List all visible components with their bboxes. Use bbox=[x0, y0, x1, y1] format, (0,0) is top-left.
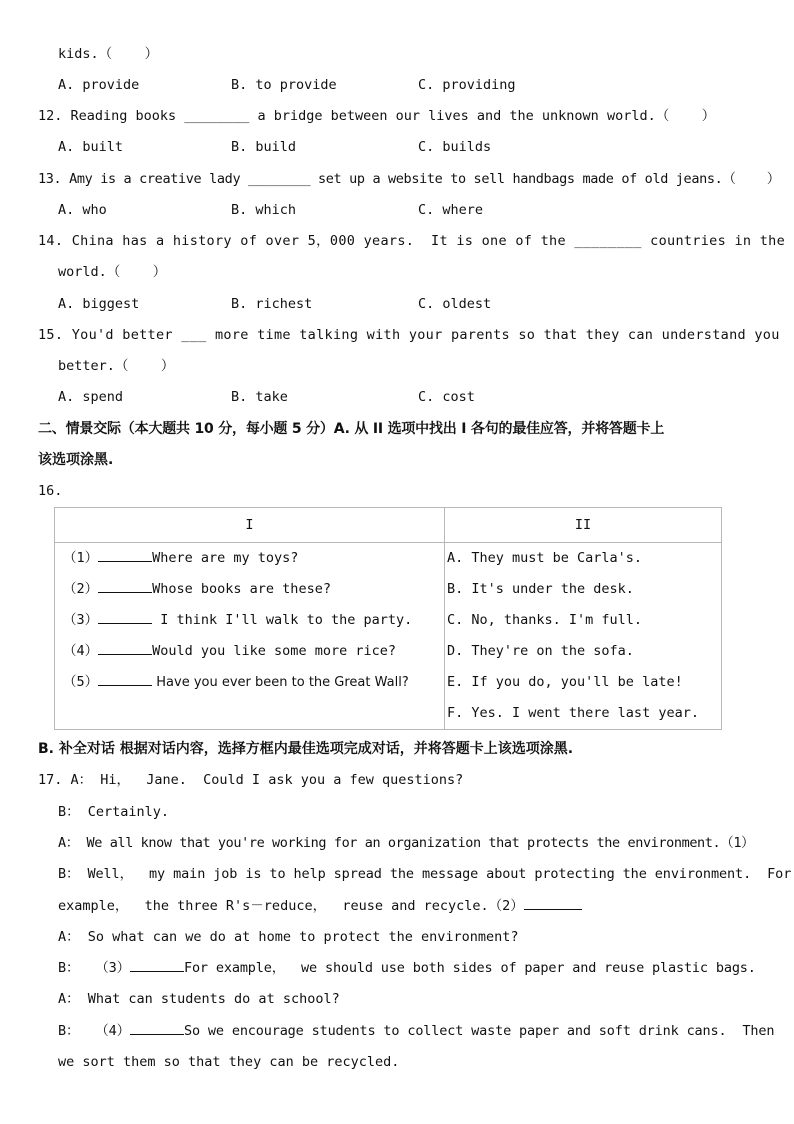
section-b-heading: B. 补全对话 根据对话内容，选择方框内最佳选项完成对话，并将答题卡上该选项涂黑. bbox=[38, 741, 574, 757]
column-i-cell bbox=[55, 543, 445, 730]
q11-stem-tail: kids.（ ） bbox=[58, 46, 159, 62]
column-i-item: （1） Where are my toys? bbox=[63, 550, 299, 566]
q17-line-4: B： Well， my main job is to help spread the message about protecting the environment. For bbox=[58, 866, 792, 882]
answer-blank-1[interactable] bbox=[98, 561, 152, 562]
q12-option-c[interactable]: C. builds bbox=[418, 139, 492, 155]
q17-line-6: A： So what can we do at home to protect the environment? bbox=[58, 929, 519, 945]
dialogue-blank-3[interactable] bbox=[130, 971, 184, 972]
section-2-heading: 二、情景交际（本大题共 10 分，每小题 5 分）A. 从 II 选项中找出 I 各句的最佳应答，并将答题卡上 bbox=[38, 421, 665, 437]
q13-option-b[interactable]: B. which bbox=[231, 202, 297, 218]
section-2-heading-cont: 该选项涂黑. bbox=[38, 452, 114, 468]
answer-blank-5[interactable] bbox=[98, 685, 152, 686]
column-ii-option: A. They must be Carla's. bbox=[447, 550, 643, 566]
column-ii-option: B. It's under the desk. bbox=[447, 581, 634, 597]
column-ii-option: C. No, thanks. I'm full. bbox=[447, 612, 643, 628]
dialogue-blank-4[interactable] bbox=[130, 1034, 184, 1035]
q17-line-1: 17. A： Hi， Jane. Could I ask you a few questions? bbox=[38, 772, 464, 788]
column-i-item: （3） I think I'll walk to the party. bbox=[63, 612, 413, 628]
q16-number: 16. bbox=[38, 483, 63, 499]
q12-option-b[interactable]: B. build bbox=[231, 139, 297, 155]
q17-line-3: A： We all know that you're working for an organization that protects the environment.（1） bbox=[58, 835, 755, 851]
q17-line-7: B： （3） For example， we should use both sides of paper and reuse plastic bags. bbox=[58, 960, 756, 976]
q15-stem-cont: better.（ ） bbox=[58, 358, 175, 374]
column-ii-cell bbox=[445, 543, 722, 730]
answer-blank-2[interactable] bbox=[98, 592, 152, 593]
column-i-item: （5） Have you ever been to the Great Wall? bbox=[63, 674, 409, 690]
answer-blank-3[interactable] bbox=[98, 623, 152, 624]
q17-line-8: A： What can students do at school? bbox=[58, 991, 340, 1007]
q15-option-a[interactable]: A. spend bbox=[58, 389, 124, 405]
q11-option-a[interactable]: A. provide bbox=[58, 77, 140, 93]
q17-line-2: B： Certainly. bbox=[58, 804, 170, 820]
q13-option-c[interactable]: C. where bbox=[418, 202, 484, 218]
q17-line-5: example， the three R's－reduce， reuse and recycle.（2） bbox=[58, 897, 582, 915]
q15-option-c[interactable]: C. cost bbox=[418, 389, 475, 405]
answer-blank-4[interactable] bbox=[98, 654, 152, 655]
q13-option-a[interactable]: A. who bbox=[58, 202, 107, 218]
q12-option-a[interactable]: A. built bbox=[58, 139, 124, 155]
dialogue-blank-2[interactable] bbox=[524, 909, 582, 910]
q11-option-b[interactable]: B. to provide bbox=[231, 77, 337, 93]
column-i-header: I bbox=[55, 508, 445, 543]
q17-line-10: we sort them so that they can be recycled. bbox=[58, 1054, 400, 1070]
q17-line-9: B： （4） So we encourage students to collect waste paper and soft drink cans. Then bbox=[58, 1023, 775, 1039]
q15-option-b[interactable]: B. take bbox=[231, 389, 288, 405]
column-ii-header: II bbox=[445, 508, 722, 543]
matching-table bbox=[54, 507, 722, 730]
column-ii-option: E. If you do, you'll be late! bbox=[447, 674, 683, 690]
q14-stem: 14. China has a history of over 5，000 years. It is one of the ________ countries in the bbox=[38, 233, 786, 249]
q14-stem-cont: world.（ ） bbox=[58, 264, 167, 280]
column-i-item: （4） Would you like some more rice? bbox=[63, 643, 396, 659]
q14-option-c[interactable]: C. oldest bbox=[418, 296, 492, 312]
q12-stem: 12. Reading books ________ a bridge between our lives and the unknown world.（ ） bbox=[38, 108, 716, 124]
q13-stem: 13. Amy is a creative lady ________ set up a website to sell handbags made of old jeans.（ ） bbox=[38, 171, 780, 187]
q14-option-b[interactable]: B. richest bbox=[231, 296, 313, 312]
q11-option-c[interactable]: C. providing bbox=[418, 77, 516, 93]
column-i-item: （2） Whose books are these? bbox=[63, 581, 331, 597]
column-ii-option: F. Yes. I went there last year. bbox=[447, 705, 699, 721]
column-ii-option: D. They're on the sofa. bbox=[447, 643, 634, 659]
q15-stem: 15. You'd better ___ more time talking with your parents so that they can understand you bbox=[38, 327, 780, 343]
q14-option-a[interactable]: A. biggest bbox=[58, 296, 140, 312]
